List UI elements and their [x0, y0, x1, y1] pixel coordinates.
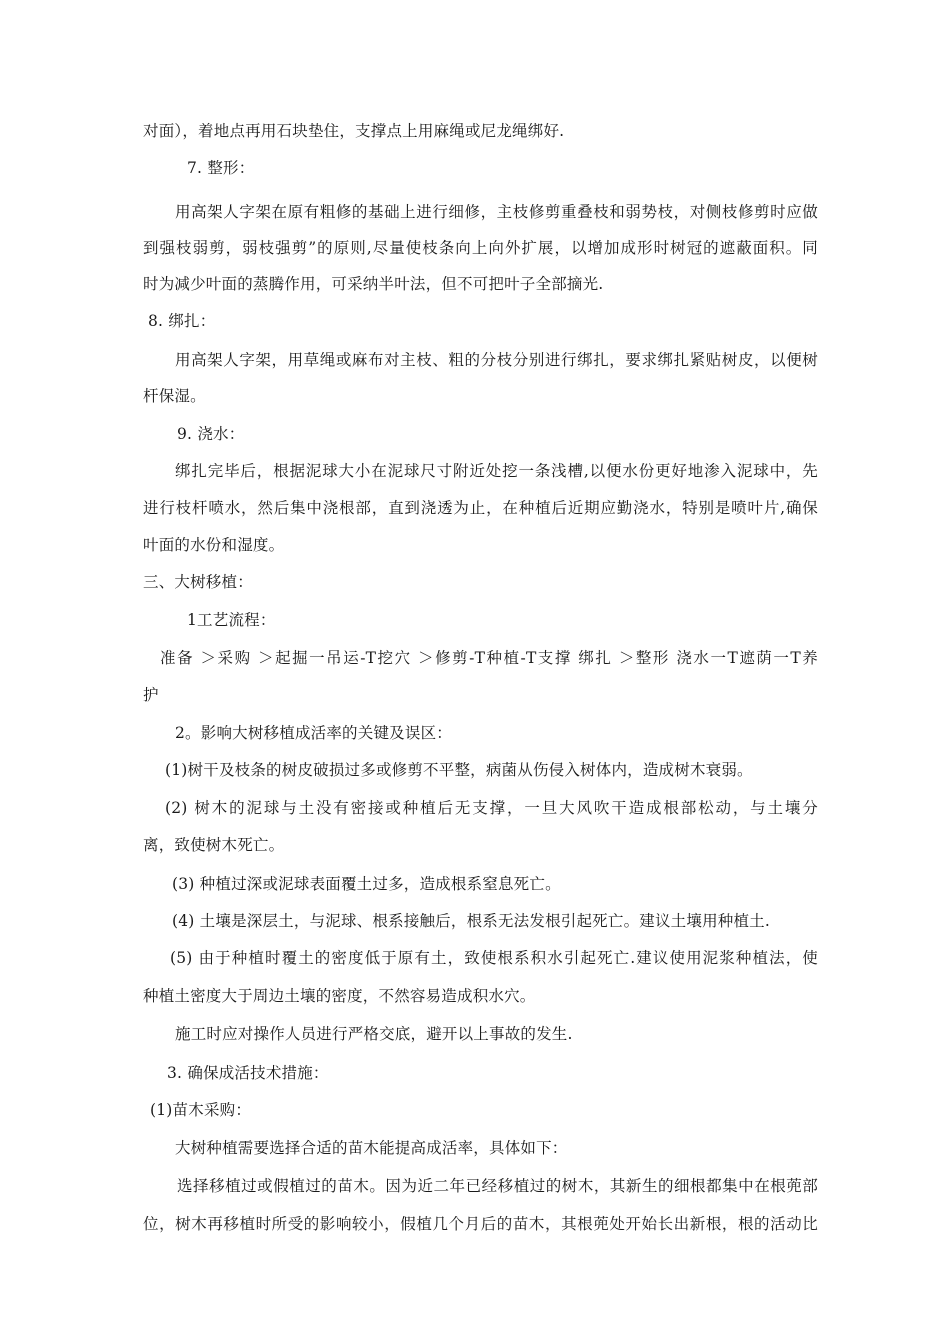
text-line: 大树种植需要选择合适的苗木能提高成活率，具体如下：	[175, 1139, 568, 1157]
list-item: (5) 由于种植时覆土的密度低于原有土，致使根系积水引起死亡.建议使用泥浆种植法，使	[170, 949, 818, 967]
process-flow-line: 护	[143, 686, 159, 704]
text-line: 选择移植过或假植过的苗木。因为近二年已经移植过的树木，其新生的细根都集中在根蔸部	[177, 1177, 818, 1195]
section-heading: 3. 确保成活技术措施：	[167, 1064, 329, 1082]
chapter-heading: 三、大树移植：	[143, 573, 253, 591]
text-line: 施工时应对操作人员进行严格交底，避开以上事故的发生.	[175, 1025, 573, 1043]
text-line: 进行枝杆喷水，然后集中浇根部，直到浇透为止，在种植后近期应勤浇水，特别是喷叶片,确保	[143, 499, 818, 517]
text-line: 绑扎完毕后，根据泥球大小在泥球尺寸附近处挖一条浅槽,以便水份更好地渗入泥球中，先	[175, 462, 818, 480]
text-line: 离，致使树木死亡。	[143, 836, 285, 854]
subsection-heading: (1)苗木采购：	[150, 1101, 252, 1119]
process-flow-line: 准备 ＞采购 ＞起掘一吊运-T挖穴 ＞修剪-T种植-T支撑 绑扎 ＞整形 浇水一T遮荫一T养	[160, 649, 818, 667]
list-item: (2) 树木的泥球与土没有密接或种植后无支撑，一旦大风吹干造成根部松动，与土壤分	[165, 799, 818, 817]
section-heading: 1工艺流程：	[187, 611, 276, 629]
section-heading: 8. 绑扎：	[148, 312, 216, 330]
text-line: 叶面的水份和湿度。	[143, 536, 285, 554]
text-line: 用高架人字架，用草绳或麻布对主枝、粗的分枝分别进行绑扎，要求绑扎紧贴树皮，以便树	[175, 351, 818, 369]
section-heading: 2。影响大树移植成活率的关键及误区：	[175, 724, 452, 742]
list-item: (3) 种植过深或泥球表面覆土过多，造成根系窒息死亡。	[172, 875, 561, 893]
text-line: 种植土密度大于周边土壤的密度，不然容易造成积水穴。	[143, 987, 536, 1005]
text-line: 位，树木再移植时所受的影响较小，假植几个月后的苗木，其根蔸处开始长出新根，根的活动比	[143, 1215, 818, 1233]
text-line: 对面），着地点再用石块垫住，支撑点上用麻绳或尼龙绳绑好.	[143, 122, 565, 140]
text-line: 到强枝弱剪，弱枝强剪”的原则,尽量使枝条向上向外扩展，以增加成形时树冠的遮蔽面积。同	[143, 239, 818, 257]
text-line: 杆保湿。	[143, 387, 206, 405]
list-item: (4) 土壤是深层土，与泥球、根系接触后，根系无法发根引起死亡。建议土壤用种植土.	[172, 912, 771, 930]
text-line: 用高架人字架在原有粗修的基础上进行细修，主枝修剪重叠枝和弱势枝，对侧枝修剪时应做	[175, 203, 818, 221]
text-line: 时为减少叶面的蒸腾作用，可采纳半叶法，但不可把叶子全部摘光.	[143, 275, 604, 293]
list-item: (1)树干及枝条的树皮破损过多或修剪不平整，病菌从伤侵入树体内，造成树木衰弱。	[165, 761, 753, 779]
section-heading: 7. 整形：	[187, 159, 255, 177]
section-heading: 9. 浇水：	[177, 425, 245, 443]
